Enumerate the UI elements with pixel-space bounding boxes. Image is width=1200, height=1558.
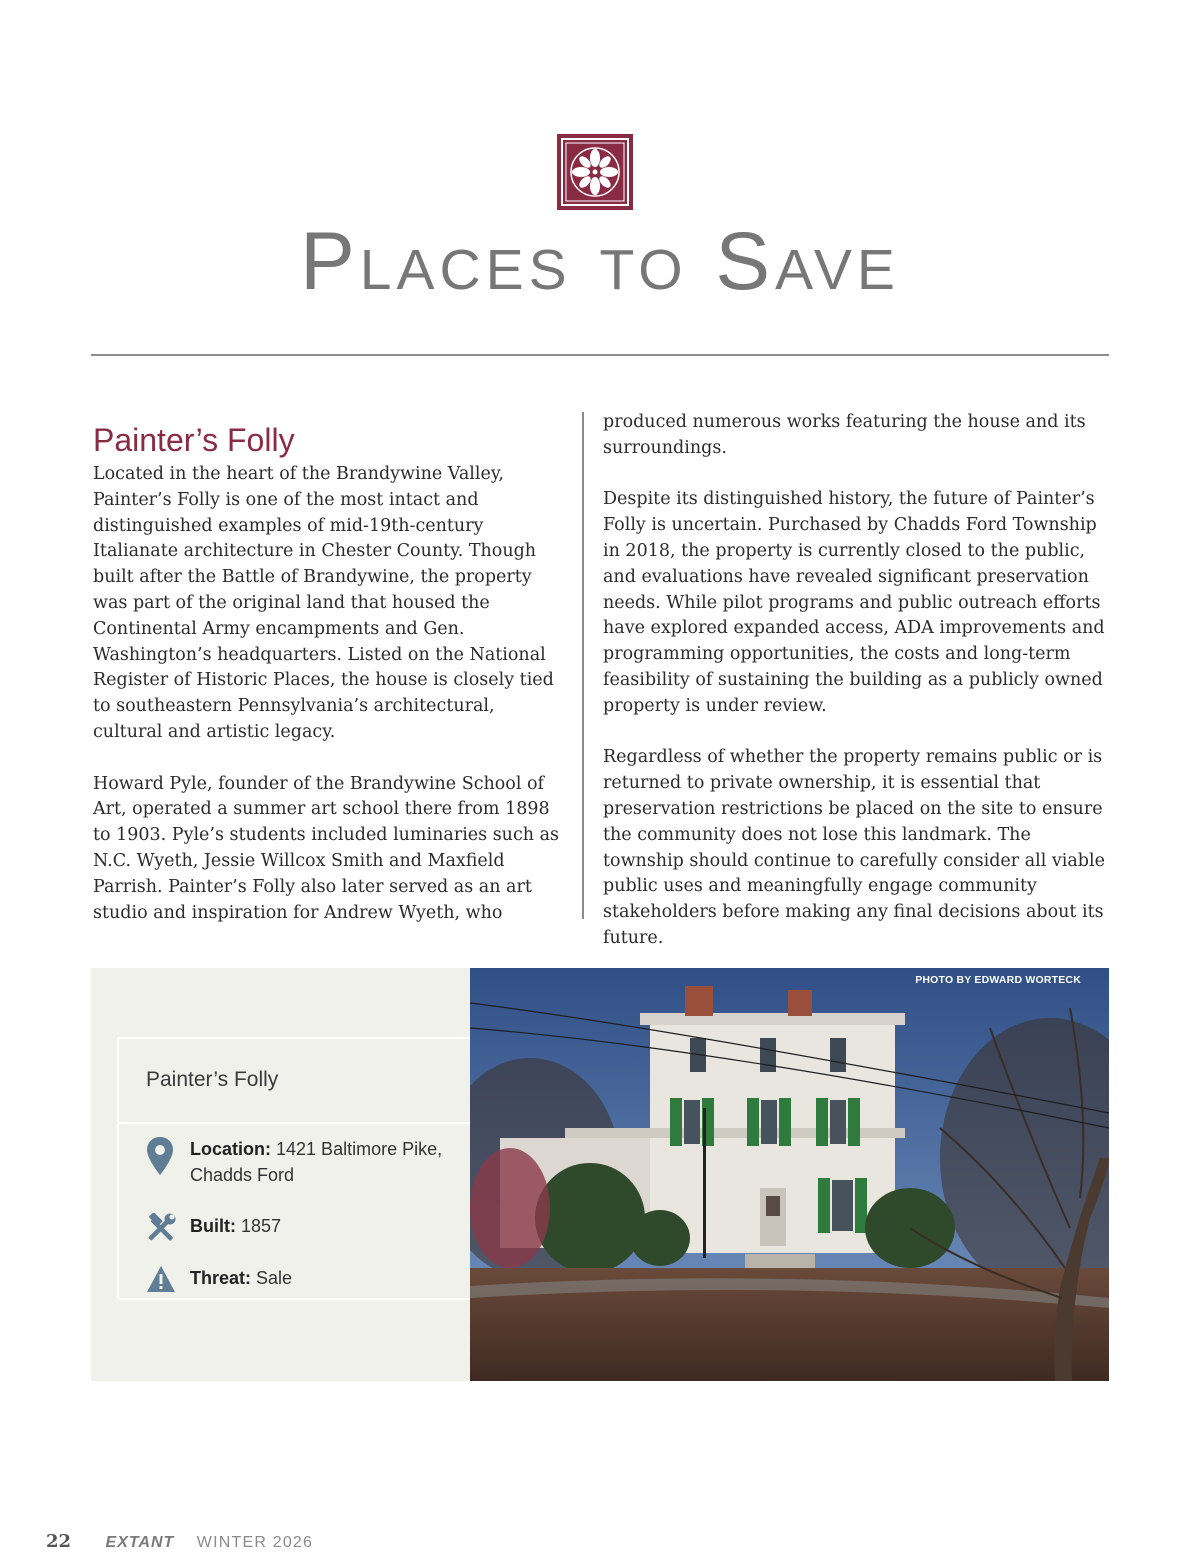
location-label: Location: (190, 1139, 271, 1159)
built-value: 1857 (241, 1216, 282, 1236)
built-label: Built: (190, 1216, 236, 1236)
column-divider (582, 412, 584, 919)
warning-triangle-icon (146, 1265, 176, 1293)
hammer-wrench-icon (146, 1213, 176, 1245)
article-paragraph: Regardless of whether the property remains public or is returned to private ownership, it is essential that preservation restrictions be placed on the site to ensure the community does not lose this landmark. The township should continue to carefully consider all viable public uses and meaningfully engage community stakeholders before making any final decisions about its future. (603, 747, 1105, 948)
article-right-column (603, 410, 1113, 952)
house-photo (470, 968, 1109, 1381)
location-value: 1421 Baltimore Pike, Chadds Ford (190, 1139, 443, 1185)
page-title: Places to Save (300, 216, 900, 307)
threat-value: Sale (256, 1268, 293, 1288)
article-left-column (93, 418, 569, 926)
issue-date: WINTER 2026 (196, 1534, 314, 1551)
info-box-divider (119, 1122, 470, 1124)
article-paragraph: produced numerous works featuring the house and its surroundings. (603, 412, 1086, 458)
photo-credit: PHOTO BY EDWARD WORTECK (915, 974, 1081, 986)
article-heading: Painter’s Folly (93, 422, 295, 458)
article-paragraph: Located in the heart of the Brandywine Valley, Painter’s Folly is one of the most intact and distinguished examples of mid-19th-century Italianate architecture in Chester County. Though built after the Battle of Brandywine, the property was part of the original land that housed the Continental Army encampments and Gen. Washington’s headquarters. Listed on the National Register of Historic Places, the house is closely tied to southeastern Pennsylvania’s architectural, cultural and artistic legacy. (93, 464, 554, 742)
title-divider (91, 354, 1109, 356)
house-photo-image (470, 968, 1109, 1381)
article-paragraph: Despite its distinguished history, the future of Painter’s Folly is uncertain. Purchased by Chadds Ford Township in 2018, the property is currently closed to the public, and evaluations have revealed significant preservation needs. While pilot programs and public outreach efforts have explored expanded access, ADA improvements and programming opportunities, the costs and long-term feasibility of sustaining the building as a publicly owned property is under review. (603, 489, 1105, 716)
rosette-tile-icon (557, 134, 633, 210)
magazine-name: EXTANT (105, 1534, 175, 1551)
article-paragraph: Howard Pyle, founder of the Brandywine School of Art, operated a summer art school there from 1898 to 1903. Pyle’s students included luminaries such as N.C. Wyeth, Jessie Willcox Smith and Maxfield Parrish. Painter’s Folly also later served as an art studio and inspiration for Andrew Wyeth, who (93, 773, 559, 923)
page-footer (46, 1531, 313, 1552)
threat-label: Threat: (190, 1268, 252, 1288)
map-pin-icon (146, 1136, 174, 1176)
page-number: 22 (46, 1531, 72, 1552)
info-box-title: Painter’s Folly (146, 1068, 279, 1091)
